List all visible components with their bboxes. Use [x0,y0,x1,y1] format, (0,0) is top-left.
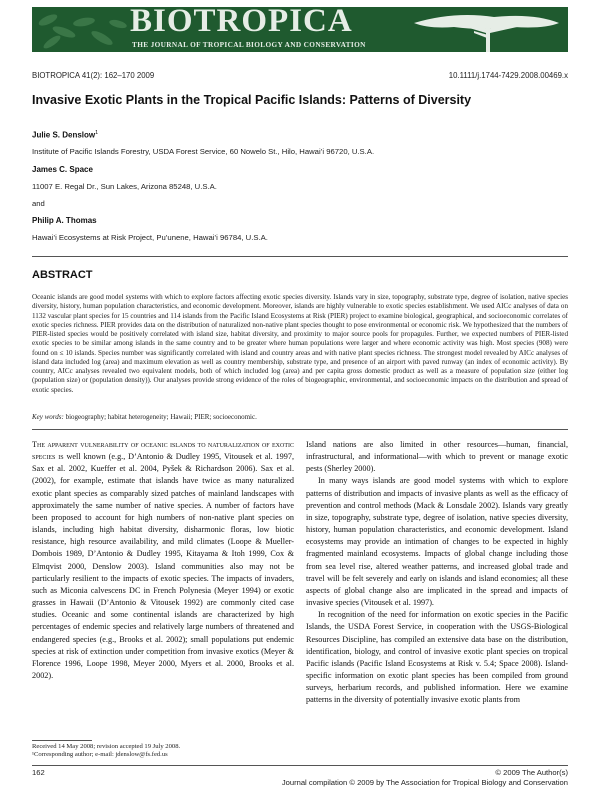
journal-compilation: Journal compilation © 2009 by The Association for Tropical Biology and Conservation [281,778,568,787]
author-1: Julie S. Denslow$^1$ [32,130,99,140]
footnote [32,743,180,759]
paragraph: In many ways islands are good model systems with which to explore patterns of distribution and impacts of invasive plants as well as the efficacy of prevention and control methods (Mack & Lonsdale 2002). Islands vary greatly in size, topography, substrate type, degree of isolation, native species diversity, history, human population characteristics, and economic development. Island ecosystems may provide an intimation of changes to be expected in highly fragmented mainland ecosystems. Impacts of global change including those from sea level rise, altered weather patterns, and increased global trade and travel will be felt severely and early on islands and island economies; all these aspects of global change also are implicated in the spread and impacts of invasive species (Vitousek et al. 1997). [306,476,568,608]
footnote-rule [32,740,92,741]
affiliation-2: 11007 E. Regal Dr., Sun Lakes, Arizona 85248, U.S.A. [32,182,217,191]
body-column-right [306,439,568,706]
abstract-heading: ABSTRACT [32,269,93,281]
acacia-tree-icon [394,9,564,52]
paragraph: Island nations are also limited in other resources—human, financial, infrastructural, and informational—with which to prevent or manage exotic pests (Sherley 2000). [306,440,568,474]
divider [32,429,568,430]
and-separator: and [32,199,45,208]
page-number: 162 [32,768,45,777]
keywords-text: biogeography; habitat heterogeneity; Hawaii; PIER; socioeconomic. [65,413,257,421]
abstract-text: Oceanic islands are good model systems with which to explore factors affecting exotic species diversity. Islands vary in size, topography, substrate type, degree of isolation, native species diversity, history, human population characteristics, and economic development. Moreover, islands are highly vulnerable to exotic species establishment. We used AICc analyses of data on 1132 vascular plant species for 15 countries and 114 islands from the Pacific Island Ecosystems at Risk (PIER) project to examine biological, geographical, and socioeconomic correlates of exotic species richness. PIER provides data on the distribution of naturalized non-native plant species thought to pose environmental or economic risk. We hypothesized that the numbers of PIER-listed species would be positively correlated with island size, habitat diversity, and proximity to major source pools for propagules. Further, we expected numbers of PIER-listed exotic species to be similar among islands in the same country and to be greater where human populations were larger and where economic activity was high. Most species (908) were found on ≤ 10 islands. Species number was significantly correlated with island and country areas and with native plant species richness. The strongest model revealed by AICc analyses of island data included log (area) and maximum elevation as well as country membership, substrate type, and presence of an airport with paved runway (an index of economic activity). By country, AICc analyses revealed two equivalent models, both of which included log (area) and per capita gross domestic product as well as a measure of population size (either log (population size) or (population density)). Our analyses provide strong evidence of the roles of biogeographic, environmental, and socioeconomic impacts on the distribution and spread of exotic species. [32,293,568,394]
citation: BIOTROPICA 41(2): 162–170 2009 [32,71,155,80]
author-3: Philip A. Thomas [32,216,97,225]
keywords [32,413,257,421]
copyright: © 2009 The Author(s) [495,768,568,777]
author-1-mark: 1 [95,130,99,136]
author-2: James C. Space [32,165,93,174]
leaf-ornament-icon [34,10,130,50]
affiliation-3: Hawai’i Ecosystems at Risk Project, Pu’unene, Hawai’i 96784, U.S.A. [32,233,268,242]
journal-name: BIOTROPICA [130,7,353,39]
divider [32,256,568,257]
doi: 10.1111/j.1744-7429.2008.00469.x [448,71,568,80]
article-title: Invasive Exotic Plants in the Tropical Pacific Islands: Patterns of Diversity [32,93,472,107]
journal-subtitle: THE JOURNAL OF TROPICAL BIOLOGY AND CONSERVATION [132,40,366,49]
paragraph: In recognition of the need for information on exotic species in the Pacific Islands, the USDA Forest Service, in cooperation with the USGS-Biological Resources Discipline, has compiled an extensive data base on the distribution, identification, biology, and control of invasive exotic plant species on tropical Pacific islands (Pacific Island Ecosystems at Risk v. 5.4; Space 2008). Island-specific information on exotic plant species has been compiled from ground surveys, herbarium records, and published information. Here we examine patterns in the diversity of potentially invasive exotic plants from [306,610,568,705]
corresponding-author: ¹Corresponding author; e-mail: jdenslow@fs.fed.us [32,750,168,758]
keywords-label: Key words: [32,413,64,421]
lead-in: The apparent vulnerability of oceanic islands to naturalization of exotic species is [32,440,294,462]
divider [32,765,568,766]
paragraph: well known (e.g., D’Antonio & Dudley 1995, Vitousek et al. 1997, Sax et al. 2002, Kueffer et al. 2004, Pyšek & Richardson 2006). Sax et al. (2002), for example, estimate that islands have twice as many naturalized exotic plant species as comparably sized patches of mainland landscapes with approximately the same number of native species. A number of factors have been proposed to account for high numbers of non-native plant species on islands, including high habitat diversity, disharmonic floras, low biotic resistance, high resource availability, and mild climates (Loope & Mueller-Dombois 1989, D’Antonio & Dudley 1995, Kitayama & Itoh 1999, Cox & Elmqvist 2000, Denslow 2003). Island communities also may not be particularly resilient to the impacts of exotic species. The impacts of invaders, such as Miconia calvescens DC in French Polynesia (Meyer 1994) or exotic grasses in Hawaii (D’Antonio & Vitousek 1992) are commonly cited case studies. Oceanic and some continental islands are characterized by high percentages of endemic species and relatively large numbers of threatened and endangered species (e.g., Brooks et al. 2002); small populations put endemic species at risk of extinction under competition from invasive exotics (Meyer & Florence 1996, Loope 1998, Meyer 2000, Myers et al. 2000, Brooks et al. 2002). [32,452,295,680]
received-dates: Received 14 May 2008; revision accepted 19 July 2008. [32,743,181,750]
body-column-left [32,439,294,682]
journal-banner [32,7,568,52]
affiliation-1: Institute of Pacific Islands Forestry, USDA Forest Service, 60 Nowelo St., Hilo, Hawai’i 96720, U.S.A. [32,147,375,156]
